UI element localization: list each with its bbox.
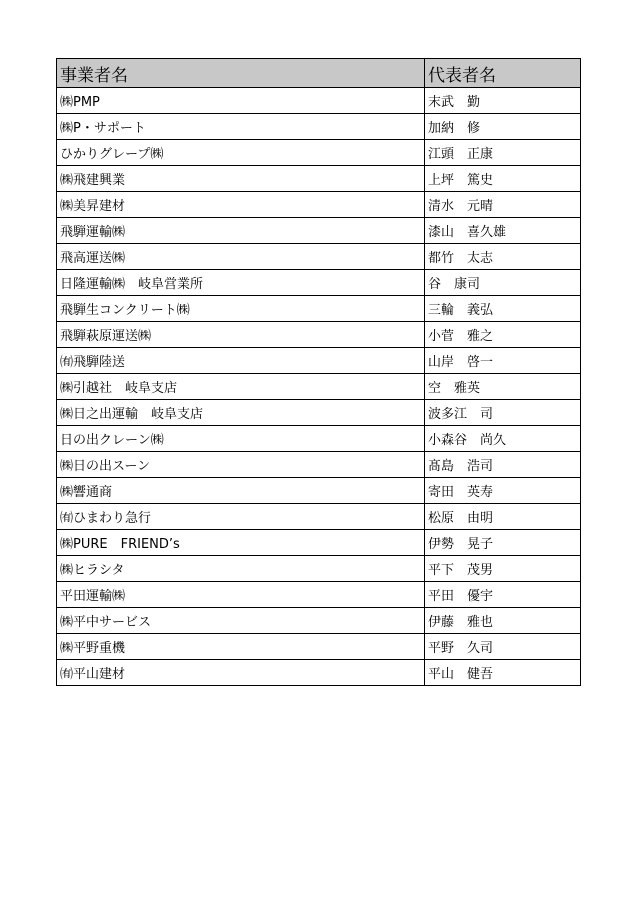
table-row: [57, 88, 581, 114]
business-name-cell: ㈱響通商: [57, 478, 425, 504]
table-row: [57, 374, 581, 400]
representative-cell: 平野 久司: [425, 634, 581, 660]
representative-cell: 都竹 太志: [425, 244, 581, 270]
representative-cell: 加納 修: [425, 114, 581, 140]
business-table: [56, 58, 581, 686]
representative-cell: 山岸 啓一: [425, 348, 581, 374]
table-row: [57, 114, 581, 140]
table-row: [57, 530, 581, 556]
table-row: [57, 296, 581, 322]
representative-cell: 江頭 正康: [425, 140, 581, 166]
representative-cell: 松原 由明: [425, 504, 581, 530]
business-name-cell: ㈱PMP: [57, 88, 425, 114]
representative-cell: 平田 優宇: [425, 582, 581, 608]
business-name-cell: 日の出クレーン㈱: [57, 426, 425, 452]
business-name-cell: ㈱美昇建材: [57, 192, 425, 218]
business-name-cell: ㈲平山建材: [57, 660, 425, 686]
business-name-cell: ひかりグレープ㈱: [57, 140, 425, 166]
business-name-cell: 飛騨生コンクリート㈱: [57, 296, 425, 322]
table-row: [57, 452, 581, 478]
table-row: [57, 400, 581, 426]
business-list-sheet: [56, 58, 580, 686]
representative-cell: 平山 健吾: [425, 660, 581, 686]
representative-cell: 小菅 雅之: [425, 322, 581, 348]
business-name-cell: ㈱平野重機: [57, 634, 425, 660]
business-name-cell: 飛騨萩原運送㈱: [57, 322, 425, 348]
representative-cell: 髙島 浩司: [425, 452, 581, 478]
table-body: [57, 88, 581, 686]
business-name-cell: 平田運輸㈱: [57, 582, 425, 608]
table-row: [57, 140, 581, 166]
business-name-cell: ㈱日の出スーン: [57, 452, 425, 478]
business-name-cell: ㈱ヒラシタ: [57, 556, 425, 582]
table-row: [57, 634, 581, 660]
business-name-cell: ㈱日之出運輸 岐阜支店: [57, 400, 425, 426]
table-row: [57, 478, 581, 504]
representative-cell: 上坪 篤史: [425, 166, 581, 192]
table-row: [57, 348, 581, 374]
representative-cell: 末武 勤: [425, 88, 581, 114]
header-row: [57, 59, 581, 88]
business-name-cell: ㈱飛建興業: [57, 166, 425, 192]
table-row: [57, 660, 581, 686]
representative-cell: 空 雅英: [425, 374, 581, 400]
representative-cell: 三輪 義弘: [425, 296, 581, 322]
table-row: [57, 244, 581, 270]
representative-cell: 小森谷 尚久: [425, 426, 581, 452]
business-name-cell: ㈱引越社 岐阜支店: [57, 374, 425, 400]
business-name-cell: 飛騨運輸㈱: [57, 218, 425, 244]
table-row: [57, 582, 581, 608]
table-row: [57, 426, 581, 452]
representative-cell: 寄田 英寿: [425, 478, 581, 504]
table-row: [57, 166, 581, 192]
table-row: [57, 270, 581, 296]
business-name-cell: ㈲ひまわり急行: [57, 504, 425, 530]
representative-cell: 谷 康司: [425, 270, 581, 296]
table-row: [57, 322, 581, 348]
table-row: [57, 504, 581, 530]
business-name-cell: ㈱平中サービス: [57, 608, 425, 634]
header-business-name: 事業者名: [57, 59, 425, 88]
table-row: [57, 192, 581, 218]
representative-cell: 波多江 司: [425, 400, 581, 426]
business-name-cell: ㈱P・サポート: [57, 114, 425, 140]
table-row: [57, 218, 581, 244]
business-name-cell: ㈱PURE FRIEND’s: [57, 530, 425, 556]
representative-cell: 伊勢 晃子: [425, 530, 581, 556]
representative-cell: 伊藤 雅也: [425, 608, 581, 634]
representative-cell: 平下 茂男: [425, 556, 581, 582]
header-representative: 代表者名: [425, 59, 581, 88]
table-row: [57, 608, 581, 634]
business-name-cell: 日隆運輸㈱ 岐阜営業所: [57, 270, 425, 296]
table-row: [57, 556, 581, 582]
representative-cell: 清水 元晴: [425, 192, 581, 218]
business-name-cell: ㈲飛騨陸送: [57, 348, 425, 374]
representative-cell: 漆山 喜久雄: [425, 218, 581, 244]
business-name-cell: 飛高運送㈱: [57, 244, 425, 270]
